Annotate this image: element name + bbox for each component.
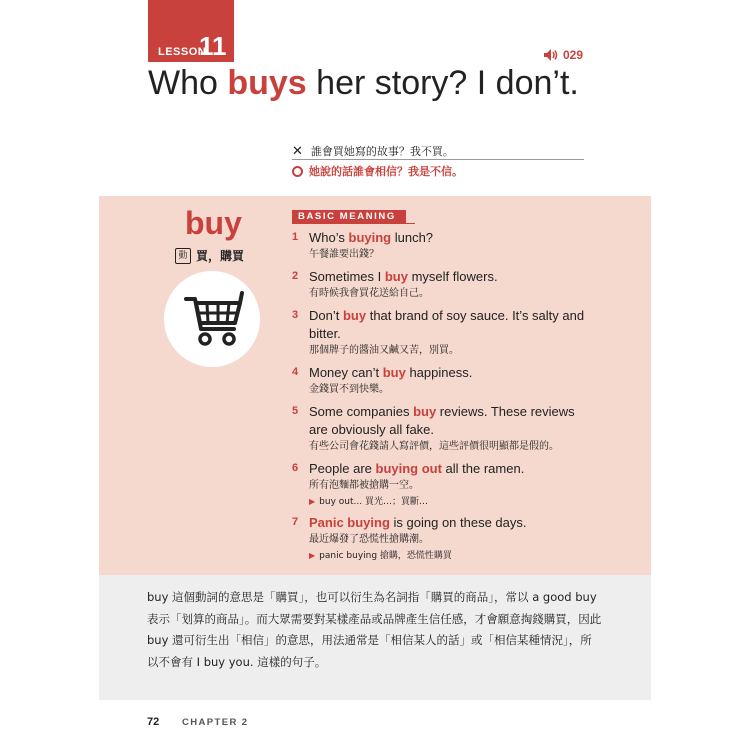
pos-badge: 動 bbox=[175, 248, 191, 264]
example-chinese: 有些公司會花錢請人寫評價，這些評價很明顯都是假的。 bbox=[309, 441, 559, 452]
example-number: 5 bbox=[292, 405, 299, 417]
page-number: 72 bbox=[147, 716, 160, 728]
lesson-number: 11 bbox=[199, 31, 227, 61]
example-3 bbox=[292, 307, 592, 358]
example-english bbox=[309, 268, 592, 286]
title-part-2: her story? I don’t. bbox=[306, 64, 579, 102]
example-note-text: panic buying 搶購，恐慌性購買 bbox=[319, 551, 452, 561]
example-text: Money can’t bbox=[309, 365, 383, 380]
correct-translation-text: 她說的話誰會相信？我是不信。 bbox=[309, 165, 463, 178]
lesson-label: LESSON bbox=[158, 46, 207, 58]
example-english bbox=[309, 307, 592, 343]
wrong-translation-text: 誰會買她寫的故事？我不買。 bbox=[310, 145, 454, 158]
headword: buy bbox=[185, 205, 242, 241]
example-text: that brand of soy sauce. It’s salty and bitter. bbox=[309, 308, 585, 341]
example-2 bbox=[292, 268, 592, 301]
example-text: is going on these days. bbox=[389, 515, 527, 530]
explanation-box bbox=[99, 575, 651, 700]
circle-icon bbox=[292, 166, 303, 177]
wrong-translation bbox=[292, 143, 454, 159]
triangle-icon: ▶ bbox=[309, 551, 316, 560]
example-number: 4 bbox=[292, 366, 299, 378]
example-note bbox=[309, 495, 592, 509]
example-text: Who’s bbox=[309, 230, 349, 245]
triangle-icon: ▶ bbox=[309, 497, 316, 506]
example-english bbox=[309, 514, 592, 532]
example-chinese: 最近爆發了恐慌性搶購潮。 bbox=[309, 534, 429, 545]
example-english bbox=[309, 403, 592, 439]
example-text: myself flowers. bbox=[407, 269, 498, 284]
example-text: happiness. bbox=[405, 365, 473, 380]
example-highlight: Panic buying bbox=[309, 515, 390, 530]
example-text: Don’t bbox=[309, 308, 343, 323]
example-4 bbox=[292, 364, 592, 397]
example-highlight: buy bbox=[342, 308, 367, 323]
example-text: Sometimes I bbox=[309, 269, 385, 284]
shopping-cart-illustration bbox=[164, 271, 260, 367]
example-text: Some companies bbox=[309, 404, 414, 419]
example-text: People are bbox=[309, 461, 376, 476]
example-chinese: 所有泡麵都被搶購一空。 bbox=[309, 480, 419, 491]
word-meaning: 買，購買 bbox=[196, 249, 245, 263]
example-chinese: 金錢買不到快樂。 bbox=[309, 384, 389, 395]
basic-meaning-label: BASIC MEANING bbox=[292, 210, 406, 223]
lesson-tab bbox=[148, 0, 234, 62]
example-highlight: buying bbox=[348, 230, 392, 245]
example-text: all the ramen. bbox=[441, 461, 525, 476]
title-part-1: Who bbox=[148, 64, 228, 102]
example-highlight: buy bbox=[413, 404, 437, 419]
example-number: 6 bbox=[292, 462, 299, 474]
example-6 bbox=[292, 460, 592, 509]
example-5 bbox=[292, 403, 592, 454]
chapter-label: CHAPTER 2 bbox=[182, 717, 249, 728]
example-highlight: buying out bbox=[375, 461, 442, 476]
audio-track-number: 029 bbox=[563, 48, 584, 62]
example-number: 2 bbox=[292, 270, 299, 282]
example-english bbox=[309, 229, 592, 247]
example-english bbox=[309, 364, 592, 382]
example-note bbox=[309, 549, 592, 563]
example-number: 7 bbox=[292, 516, 299, 528]
shopping-cart-icon bbox=[184, 289, 244, 351]
explanation-text: buy 這個動詞的意思是「購買」，也可以衍生為名詞指「購買的商品」，常以 a good buy 表示「划算的商品」。而大眾需要對某樣產品或品牌產生信任感，才會願意掏錢購買，因此 buy 還可衍生出「相信」的意思，用法通常是「相信某人的話」或「相信某種情況」，所以不會有 I buy you. 這樣的句子。 bbox=[147, 590, 602, 669]
example-note-text: buy out... 買光…；買斷… bbox=[319, 497, 428, 507]
cross-icon: ✕ bbox=[292, 143, 303, 159]
example-text: reviews. These reviews are obviously all fake. bbox=[309, 404, 575, 437]
example-7 bbox=[292, 514, 592, 563]
part-of-speech bbox=[175, 247, 244, 264]
example-chinese: 那個牌子的醬油又鹹又苦，別買。 bbox=[309, 345, 459, 356]
example-english bbox=[309, 460, 592, 478]
example-chinese: 有時候我會買花送給自己。 bbox=[309, 288, 429, 299]
example-1 bbox=[292, 229, 592, 262]
example-number: 3 bbox=[292, 309, 299, 321]
example-text: lunch? bbox=[391, 230, 434, 245]
page-title bbox=[148, 64, 579, 103]
translation-divider bbox=[292, 159, 584, 160]
basic-meaning-rule bbox=[292, 223, 415, 224]
audio-track[interactable] bbox=[544, 48, 583, 62]
example-highlight: buy bbox=[382, 365, 406, 380]
speaker-icon bbox=[544, 49, 558, 61]
title-highlight: buys bbox=[227, 64, 307, 102]
example-highlight: buy bbox=[384, 269, 408, 284]
correct-translation bbox=[292, 163, 463, 179]
example-number: 1 bbox=[292, 231, 299, 243]
example-chinese: 午餐誰要出錢？ bbox=[309, 249, 379, 260]
